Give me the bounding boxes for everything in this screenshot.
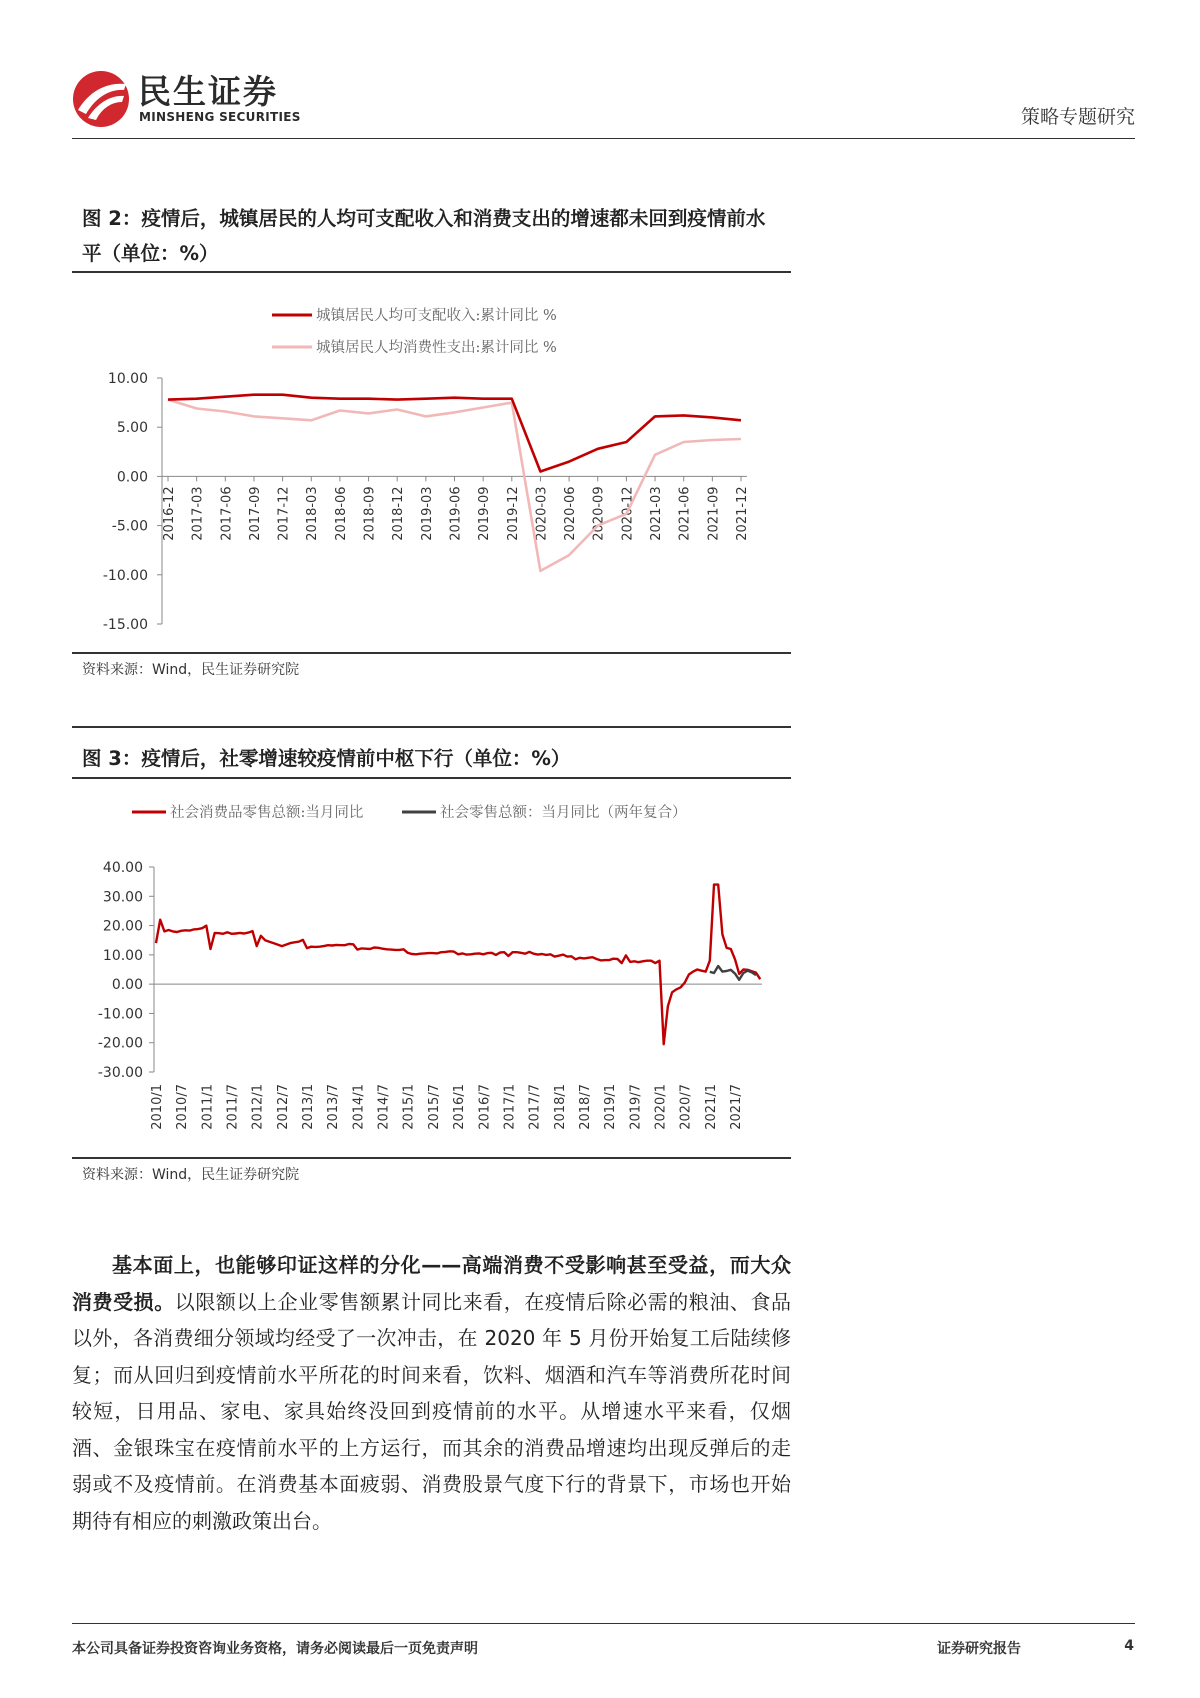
- x-tick-label: 2010/7: [175, 1084, 191, 1130]
- body-paragraph: [72, 1247, 791, 1539]
- figure2-title-line2: 平（单位：%）: [82, 242, 219, 265]
- footer-page-number: 4: [1124, 1638, 1134, 1654]
- x-tick-label: 2012/1: [250, 1084, 266, 1130]
- x-tick-label: 2014/1: [351, 1084, 367, 1130]
- x-tick-label: 2021-03: [649, 486, 665, 541]
- footer-report-type: 证券研究报告: [937, 1641, 1021, 1657]
- section-label: 策略专题研究: [1020, 106, 1135, 128]
- x-tick-label: 2011/7: [225, 1084, 241, 1130]
- y-tick-label: 40.00: [102, 860, 143, 876]
- y-tick-label: -10.00: [102, 567, 148, 584]
- y-tick-label: 10.00: [107, 371, 148, 387]
- x-tick-label: 2019-03: [419, 486, 435, 541]
- x-tick-label: 2018-06: [333, 486, 349, 541]
- y-tick-label: 0.00: [116, 469, 148, 486]
- x-tick-label: 2020-03: [534, 486, 550, 541]
- x-tick-label: 2019/1: [603, 1084, 619, 1130]
- y-tick-label: 20.00: [102, 918, 143, 935]
- figure2-top-rule: [72, 271, 791, 273]
- footer-disclaimer: 本公司具备证券投资咨询业务资格，请务必阅读最后一页免责声明: [72, 1641, 478, 1657]
- x-tick-label: 2010/1: [150, 1084, 165, 1130]
- x-tick-label: 2014/7: [376, 1084, 392, 1130]
- x-tick-label: 2020/1: [653, 1084, 669, 1130]
- x-tick-label: 2020-09: [591, 486, 607, 541]
- x-tick-label: 2013/1: [301, 1084, 317, 1130]
- brand-name-en: MINSHENG SECURITIES: [139, 110, 301, 124]
- figure3-top-rule-upper: [72, 726, 791, 728]
- y-tick-label: 0.00: [111, 977, 143, 994]
- legend-label-1: 社会消费品零售总额:当月同比: [170, 805, 364, 821]
- series-line-2: [710, 966, 756, 980]
- x-tick-label: 2021-06: [677, 486, 693, 541]
- x-tick-label: 2012/7: [275, 1084, 291, 1130]
- x-tick-label: 2016/7: [477, 1084, 493, 1130]
- legend-label-2: 城镇居民人均消费性支出:累计同比 %: [316, 340, 557, 356]
- x-tick-label: 2016/1: [452, 1084, 468, 1130]
- x-tick-label: 2017-09: [247, 486, 263, 541]
- x-tick-label: 2018-03: [305, 486, 321, 541]
- body-text: 以限额以上企业零售额累计同比来看，在疫情后除必需的粮油、食品以外，各消费细分领域均经受了一次冲击，在 2020 年 5 月份开始复工后陆续修复；而从回归到疫情前水平所花的时间来看，饮料、烟酒和汽车等消费所花时间较短，日用品、家电、家具始终没回到疫情前的水平。从增速水平来看，仅烟酒、金银珠宝在疫情前水平的上方运行，而其余的消费品增速均出现反弹后的走弱或不及疫情前。在消费基本面疲弱、消费股景气度下行的背景下，市场也开始期待有相应的刺激政策出台。: [72, 1289, 792, 1533]
- figure3-title: 图 3：疫情后，社零增速较疫情前中枢下行（单位：%）: [82, 747, 571, 770]
- x-tick-label: 2017/7: [527, 1084, 543, 1130]
- figure2-source: 资料来源：Wind，民生证券研究院: [82, 662, 300, 678]
- x-tick-label: 2017/1: [502, 1084, 518, 1130]
- x-tick-label: 2018-09: [362, 486, 378, 541]
- brand-name-cn: 民生证券: [138, 72, 278, 111]
- body-bold-lead: 基本面上，也能够印证这样的分化——高端消费不受影响甚至受益，而大众消费受损。: [72, 1253, 791, 1314]
- y-tick-label: -30.00: [97, 1065, 143, 1081]
- x-tick-label: 2020/7: [678, 1084, 694, 1130]
- figure2-bottom-rule: [72, 652, 791, 654]
- x-tick-label: 2021-12: [735, 486, 750, 541]
- legend-label-2: 社会零售总额：当月同比（两年复合）: [440, 805, 687, 821]
- x-tick-label: 2019-09: [477, 486, 493, 541]
- figure2-title: [82, 201, 802, 271]
- x-tick-label: 2019/7: [628, 1084, 644, 1130]
- x-tick-label: 2020-06: [563, 486, 579, 541]
- y-tick-label: 5.00: [116, 420, 148, 437]
- x-tick-label: 2011/1: [200, 1084, 216, 1130]
- x-tick-label: 2017-06: [219, 486, 235, 541]
- x-tick-label: 2015/1: [401, 1084, 417, 1130]
- footer-divider: [72, 1623, 1135, 1624]
- figure2-title-line1: 图 2：疫情后，城镇居民的人均可支配收入和消费支出的增速都未回到疫情前水: [82, 207, 766, 230]
- y-tick-label: -20.00: [97, 1035, 143, 1052]
- figure2-chart: [72, 290, 791, 642]
- y-tick-label: -15.00: [102, 617, 148, 633]
- y-tick-label: 30.00: [102, 889, 143, 906]
- figure3-chart: [72, 792, 791, 1152]
- figure3-source: 资料来源：Wind，民生证券研究院: [82, 1167, 300, 1183]
- figure3-top-rule: [72, 777, 791, 779]
- x-tick-label: 2019-06: [448, 486, 464, 541]
- x-tick-label: 2021/7: [729, 1084, 745, 1130]
- x-tick-label: 2018-12: [391, 486, 407, 541]
- x-tick-label: 2019-12: [505, 486, 521, 541]
- minsheng-logo-icon: [72, 70, 130, 128]
- x-tick-label: 2018/7: [577, 1084, 593, 1130]
- x-tick-label: 2021/1: [703, 1084, 719, 1130]
- y-tick-label: -10.00: [97, 1006, 143, 1023]
- x-tick-label: 2020-12: [620, 486, 636, 541]
- series-line-1: [156, 885, 760, 1045]
- y-tick-label: 10.00: [102, 947, 143, 964]
- figure3-bottom-rule: [72, 1157, 791, 1159]
- legend-label-1: 城镇居民人均可支配收入:累计同比 %: [316, 308, 557, 324]
- series-line-1: [168, 395, 741, 472]
- x-tick-label: 2013/7: [326, 1084, 342, 1130]
- x-tick-label: 2017-03: [190, 486, 206, 541]
- x-tick-label: 2018/1: [552, 1084, 568, 1130]
- header-divider: [72, 138, 1135, 139]
- series-line-2: [168, 400, 741, 571]
- x-tick-label: 2016-12: [162, 486, 177, 541]
- x-tick-label: 2021-09: [706, 486, 722, 541]
- y-tick-label: -5.00: [111, 518, 148, 535]
- x-tick-label: 2017-12: [276, 486, 292, 541]
- x-tick-label: 2015/7: [426, 1084, 442, 1130]
